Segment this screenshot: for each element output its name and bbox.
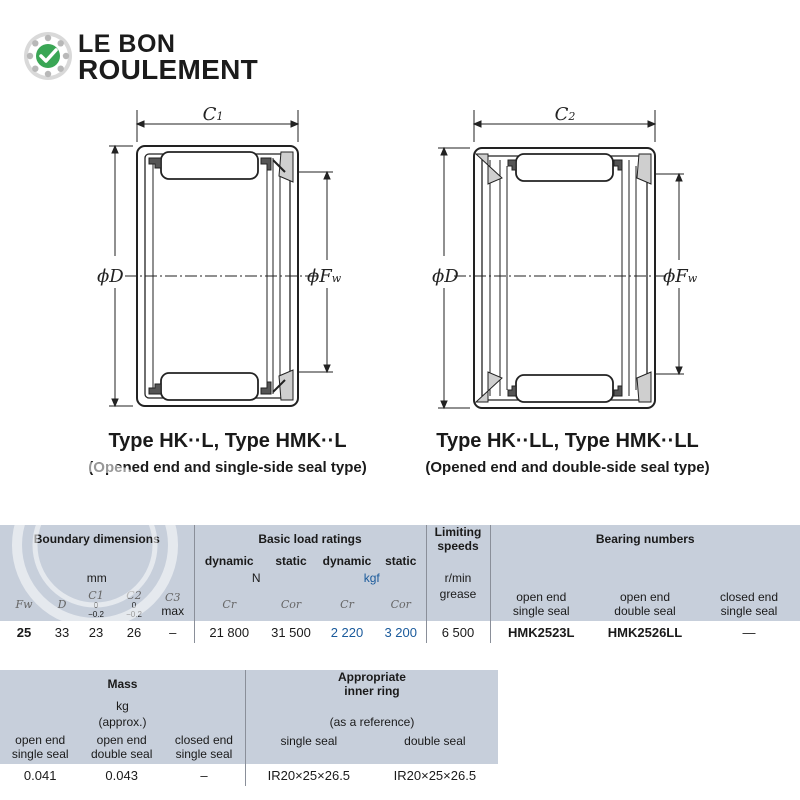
brand-logo[interactable] — [22, 28, 302, 88]
d-symbol: D — [57, 597, 67, 611]
mass-col-open-double: open end double seal — [90, 733, 153, 761]
load-ratings-header: Basic load ratings — [194, 525, 426, 553]
cell-speed: 6 500 — [426, 621, 490, 643]
mass-col-open-single: open end single seal — [11, 733, 69, 761]
inner-ring-sub: (as a reference) — [245, 714, 498, 730]
cell-cor-kgf: 3 200 — [384, 624, 418, 640]
dynamic-kgf-label: dynamic — [322, 554, 372, 568]
c1-tol-bottom: −0.2 — [88, 610, 104, 619]
cell-mass-2: 0.043 — [105, 767, 138, 783]
cell-cor-n: 31 500 — [271, 624, 311, 640]
cor-n-symbol: Cor — [280, 597, 302, 611]
n-unit: N — [194, 569, 318, 587]
c3-symbol: C3 — [165, 590, 181, 604]
cell-c2: 26 — [126, 624, 142, 640]
caption-single-seal — [55, 430, 400, 476]
drawing-double-seal — [430, 100, 698, 420]
mass-approx: (approx.) — [98, 715, 147, 729]
ring-col-single: single seal — [245, 730, 371, 764]
grease-label: grease — [426, 587, 490, 621]
ring-col-double: double seal — [404, 734, 466, 748]
logo-line-2: ROULEMENT — [78, 54, 259, 85]
caption-subtitle: (Opened end and double-side seal type) — [425, 459, 710, 476]
svg-text:C2: C2 — [554, 104, 576, 125]
svg-text:C1: C1 — [202, 104, 224, 125]
dynamic-n-label: dynamic — [194, 553, 264, 569]
cr-n-symbol: Cr — [194, 587, 264, 621]
caption-subtitle: (Opened end and single-side seal type) — [88, 459, 367, 476]
c1-tol-top: 0 — [93, 601, 99, 610]
cell-ring-2: IR20×25×26.5 — [393, 767, 477, 783]
cell-num-double[interactable]: HMK2526LL — [607, 624, 683, 640]
cell-num-closed: — — [742, 624, 756, 640]
cor-kgf-symbol: Cor — [390, 597, 411, 611]
bearing-numbers-header: Bearing numbers — [490, 525, 800, 553]
fw-label: ϕF — [307, 266, 332, 287]
col-closed-single: closed end single seal — [719, 590, 779, 618]
col-open-double: open end double seal — [614, 590, 676, 618]
inner-ring-header: Appropriate inner ring — [245, 670, 498, 698]
drawing-single-seal — [95, 100, 345, 420]
mass-unit: kg — [116, 699, 129, 713]
kgf-unit: kgf — [363, 571, 380, 585]
col-open-single: open end single seal — [490, 587, 592, 621]
caption-title: Type HK··L, Type HMK··L — [108, 430, 347, 452]
cell-ring-1: IR20×25×26.5 — [245, 764, 371, 786]
caption-title: Type HK··LL, Type HMK··LL — [436, 430, 699, 452]
static-n-label: static — [275, 554, 307, 568]
cell-cr-kgf: 2 220 — [330, 624, 364, 640]
cell-cr-n: 21 800 — [194, 621, 264, 643]
svg-text:ϕFw: ϕFw — [307, 266, 342, 287]
fw-label: ϕF — [663, 266, 688, 287]
bearing-check-icon — [22, 30, 74, 82]
c2-tol-bottom: −0.2 — [126, 610, 142, 619]
caption-double-seal — [395, 430, 740, 476]
limiting-speeds-header: Limiting speeds — [426, 525, 490, 553]
cell-d: 33 — [54, 624, 70, 640]
c2-tol-top: 0 — [131, 601, 137, 610]
static-kgf-label: static — [385, 554, 417, 568]
cr-kgf-symbol: Cr — [340, 597, 354, 611]
cell-mass-1: 0.041 — [23, 767, 57, 783]
bore-label: ϕD — [432, 266, 459, 287]
logo-line-1: LE BON — [78, 30, 176, 58]
specs-table — [0, 525, 800, 643]
rmin-unit: r/min — [426, 569, 490, 587]
mass-table — [0, 670, 498, 786]
bore-label: ϕD — [97, 266, 124, 287]
cell-c1: 23 — [88, 624, 104, 640]
c2-symbol: C2 — [126, 589, 142, 602]
table-row — [0, 764, 498, 786]
c3-max: max — [161, 603, 185, 618]
cell-fw: 25 — [16, 624, 32, 640]
boundary-dimensions-header: Boundary dimensions — [33, 532, 160, 546]
width-label-c1: C — [202, 104, 217, 125]
width-label-c2: C — [554, 104, 569, 125]
cell-num-single[interactable]: HMK2523L — [490, 621, 592, 643]
mass-header: Mass — [107, 677, 138, 691]
cell-c3: – — [169, 624, 177, 640]
mass-col-closed-single: closed end single seal — [174, 733, 233, 761]
fw-symbol: Fw — [15, 597, 33, 611]
table-row — [0, 621, 800, 643]
svg-text:ϕFw: ϕFw — [663, 266, 698, 287]
mm-unit: mm — [86, 571, 107, 585]
c1-symbol: C1 — [88, 589, 104, 602]
cell-mass-3: – — [200, 767, 208, 783]
